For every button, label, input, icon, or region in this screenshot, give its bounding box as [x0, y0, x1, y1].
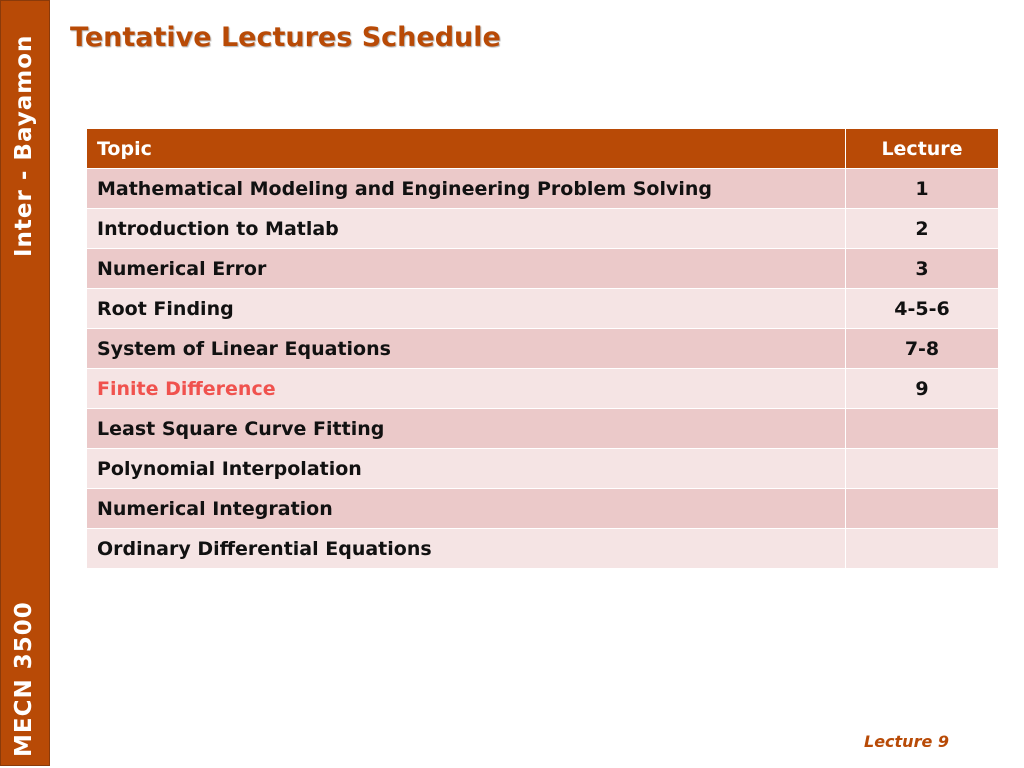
topic-cell: Least Square Curve Fitting	[87, 409, 846, 449]
sidebar-band	[0, 0, 50, 766]
sidebar-institution-label: Inter - Bayamon	[11, 34, 37, 257]
page-title: Tentative Lectures Schedule	[70, 22, 501, 53]
topic-cell: Numerical Error	[87, 249, 846, 289]
sidebar-course-code: MECN 3500	[11, 601, 37, 757]
table-row	[87, 289, 999, 329]
table-row-current	[87, 369, 999, 409]
topic-cell-current: Finite Difference	[87, 369, 846, 409]
table-row	[87, 209, 999, 249]
table-row	[87, 449, 999, 489]
topic-cell: Root Finding	[87, 289, 846, 329]
table-header-row	[87, 129, 999, 169]
topic-cell: Polynomial Interpolation	[87, 449, 846, 489]
lecture-cell	[846, 449, 999, 489]
table-row	[87, 529, 999, 569]
lecture-cell: 1	[846, 169, 999, 209]
lecture-cell	[846, 489, 999, 529]
table-row	[87, 169, 999, 209]
lecture-cell: 2	[846, 209, 999, 249]
footer-lecture-number: Lecture 9	[864, 732, 950, 751]
column-header-lecture: Lecture	[846, 129, 999, 169]
table-row	[87, 489, 999, 529]
schedule-table	[86, 128, 999, 569]
topic-cell: System of Linear Equations	[87, 329, 846, 369]
topic-cell: Ordinary Differential Equations	[87, 529, 846, 569]
lecture-cell: 4-5-6	[846, 289, 999, 329]
table-row	[87, 249, 999, 289]
topic-cell: Numerical Integration	[87, 489, 846, 529]
lecture-cell: 9	[846, 369, 999, 409]
lecture-cell: 7-8	[846, 329, 999, 369]
table-row	[87, 409, 999, 449]
lecture-cell	[846, 409, 999, 449]
lecture-cell	[846, 529, 999, 569]
column-header-topic: Topic	[87, 129, 846, 169]
lecture-cell: 3	[846, 249, 999, 289]
topic-cell: Mathematical Modeling and Engineering Problem Solving	[87, 169, 846, 209]
table-row	[87, 329, 999, 369]
topic-cell: Introduction to Matlab	[87, 209, 846, 249]
